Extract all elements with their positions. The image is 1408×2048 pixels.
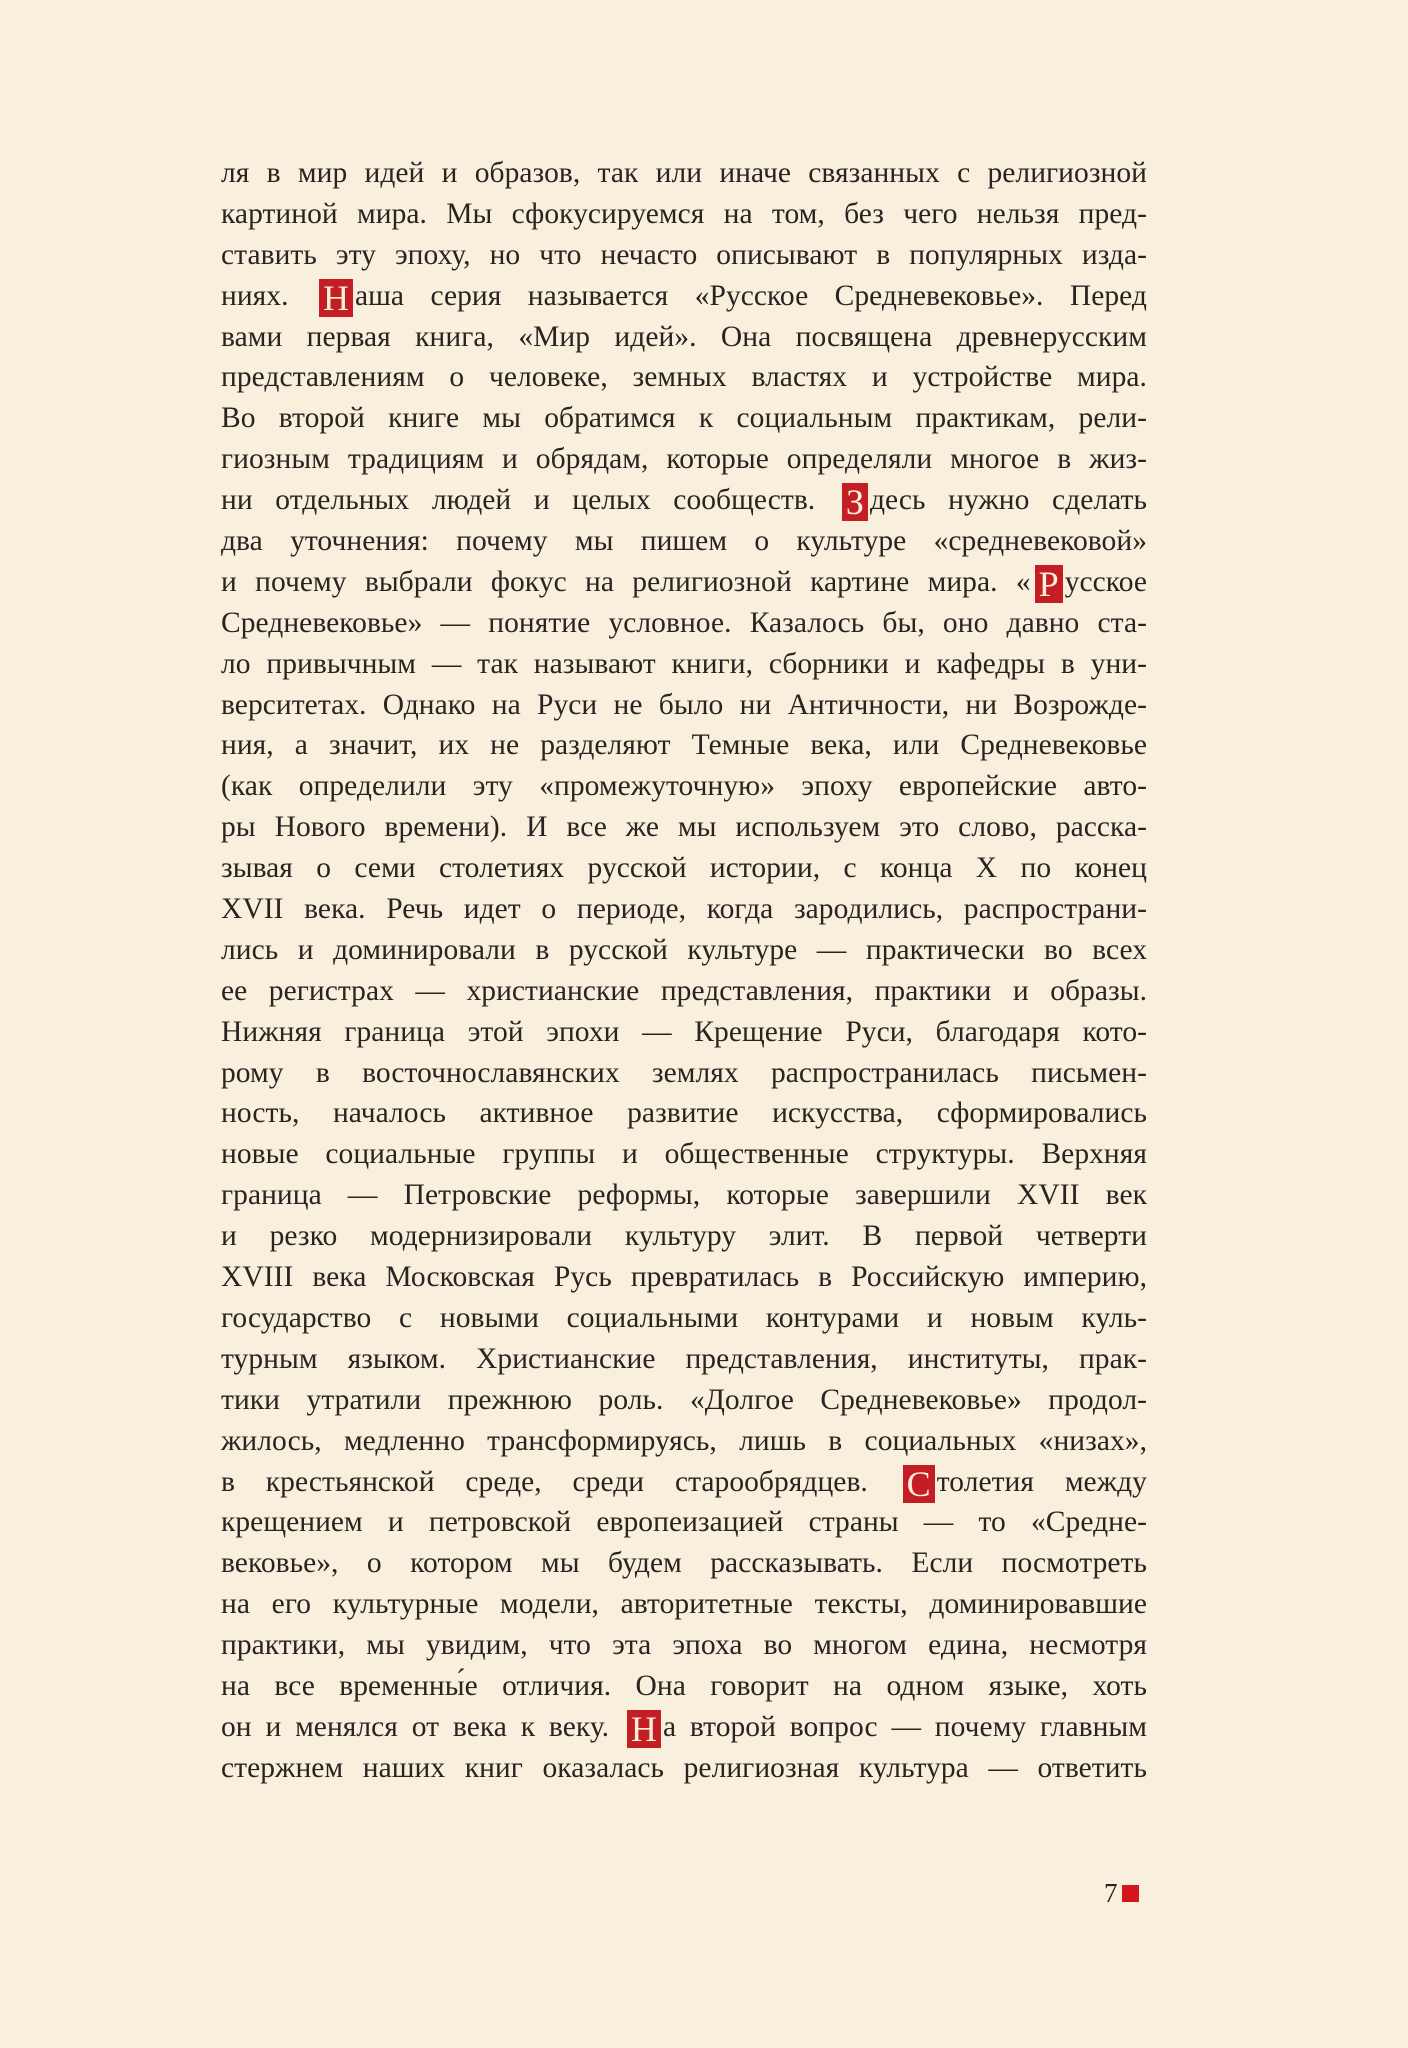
- folio-square-icon: [1122, 1885, 1139, 1902]
- text-line: ее регистрах — христианские представления, практики и образы.: [221, 974, 1147, 1007]
- text-line: представлениям о человеке, земных властях и устройстве мира.: [221, 361, 1147, 394]
- text-segment: аша серия называется «Русское Средневековье». Перед: [355, 279, 1147, 312]
- text-line: два уточнения: почему мы пишем о культуре «средневековой»: [221, 525, 1147, 558]
- text-line: практики, мы увидим, что эта эпоха во многом едина, несмотря: [221, 1629, 1147, 1662]
- text-line: верситетах. Однако на Руси не было ни Античности, ни Возрожде-: [221, 688, 1147, 721]
- text-line: жилось, медленно трансформируясь, лишь в социальных «низах»,: [221, 1424, 1147, 1457]
- text-line: ность, началось активное развитие искусства, сформировались: [221, 1097, 1147, 1130]
- text-line: новые социальные группы и общественные структуры. Верхняя: [221, 1138, 1147, 1171]
- text-line: гиозным традициям и обрядам, которые определяли многое в жиз-: [221, 443, 1147, 476]
- drop-initial: З: [842, 483, 868, 521]
- drop-initial: С: [903, 1465, 935, 1503]
- text-segment: а второй вопрос — почему главным: [662, 1710, 1147, 1743]
- text-line: вековье», о котором мы будем рассказывать. Если посмотреть: [221, 1547, 1147, 1580]
- text-line: ры Нового времени). И все же мы используем это слово, расска-: [221, 811, 1147, 844]
- text-line: [221, 480, 1147, 521]
- text-line: Во второй книге мы обратимся к социальным практикам, рели-: [221, 402, 1147, 435]
- text-line: Нижняя граница этой эпохи — Крещение Руси, благодаря кото-: [221, 1015, 1147, 1048]
- drop-initial: Н: [627, 1710, 661, 1748]
- text-line: ло привычным — так называют книги, сборники и кафедры в уни-: [221, 647, 1147, 680]
- text-line: XVIII века Московская Русь превратилась в Российскую империю,: [221, 1261, 1147, 1294]
- text-line: [221, 562, 1147, 603]
- text-line: Средневековье» — понятие условное. Казалось бы, оно давно ста-: [221, 606, 1147, 639]
- text-line: на все временны́е отличия. Она говорит на одном языке, хоть: [221, 1669, 1147, 1702]
- text-line: лись и доминировали в русской культуре — практически во всех: [221, 933, 1147, 966]
- text-segment: и почему выбрали фокус на религиозной картине мира. «: [221, 565, 1031, 598]
- text-line: картиной мира. Мы сфокусируемся на том, без чего нельзя пред-: [221, 197, 1147, 230]
- text-line: XVII века. Речь идет о периоде, когда зародились, распространи-: [221, 893, 1147, 926]
- text-line: ния, а значит, их не разделяют Темные века, или Средневековье: [221, 729, 1147, 762]
- text-line: [221, 276, 1147, 317]
- text-block: [221, 153, 1147, 1789]
- text-segment: ниях.: [221, 279, 315, 312]
- text-line: [221, 1462, 1147, 1503]
- text-segment: ни отдельных людей и целых сообществ.: [221, 484, 838, 517]
- text-line: стержнем наших книг оказалась религиозная культура — ответить: [221, 1751, 1147, 1784]
- text-line: рому в восточнославянских землях распространилась письмен-: [221, 1056, 1147, 1089]
- text-line: ставить эту эпоху, но что нечасто описывают в популярных изда-: [221, 238, 1147, 271]
- text-segment: он и менялся от века к веку.: [221, 1710, 623, 1743]
- text-segment: толетия между: [936, 1465, 1147, 1498]
- page-body: [221, 153, 1147, 1789]
- text-line: государство с новыми социальными контурами и новым куль-: [221, 1301, 1147, 1334]
- text-segment: десь нужно сделать: [869, 484, 1147, 517]
- text-line: крещением и петровской европеизацией страны — то «Средне-: [221, 1506, 1147, 1539]
- text-line: и резко модернизировали культуру элит. В первой четверти: [221, 1220, 1147, 1253]
- text-line: тики утратили прежнюю роль. «Долгое Средневековье» продол-: [221, 1383, 1147, 1416]
- drop-initial: Н: [319, 279, 353, 317]
- text-segment: в крестьянской среде, среди старообрядцев.: [221, 1465, 899, 1498]
- text-segment: усское: [1064, 565, 1147, 598]
- text-line: турным языком. Христианские представления, институты, прак-: [221, 1342, 1147, 1375]
- text-line: зывая о семи столетиях русской истории, с конца X по конец: [221, 852, 1147, 885]
- folio: [1104, 1878, 1139, 1908]
- text-line: [221, 1707, 1147, 1748]
- text-line: ля в мир идей и образов, так или иначе связанных с религиозной: [221, 157, 1147, 189]
- text-line: на его культурные модели, авторитетные тексты, доминировавшие: [221, 1588, 1147, 1621]
- page-number: 7: [1104, 1878, 1118, 1908]
- text-line: (как определили эту «промежуточную» эпоху европейские авто-: [221, 770, 1147, 803]
- text-line: граница — Петровские реформы, которые завершили XVII век: [221, 1179, 1147, 1212]
- text-line: вами первая книга, «Мир идей». Она посвящена древнерусским: [221, 320, 1147, 353]
- drop-initial: Р: [1035, 565, 1063, 603]
